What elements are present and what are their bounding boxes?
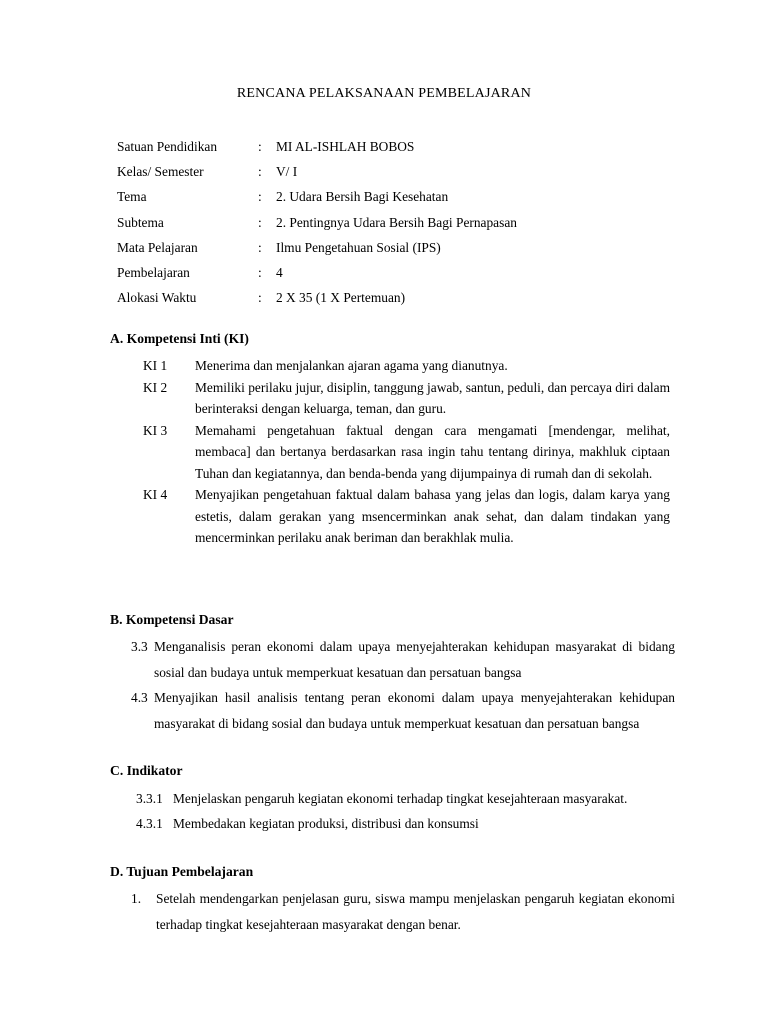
indikator-text: Menjelaskan pengaruh kegiatan ekonomi terhadap tingkat kesejahteraan masyarakat. xyxy=(173,791,628,806)
info-row-kelas-semester xyxy=(117,163,677,188)
info-row-alokasi-waktu xyxy=(117,289,677,314)
info-label: Pembelajaran xyxy=(117,264,190,280)
info-label: Mata Pelajaran xyxy=(117,239,198,255)
ki-code: KI 1 xyxy=(143,358,168,373)
kd-number: 4.3 xyxy=(131,690,148,705)
info-row-subtema xyxy=(117,214,677,239)
info-label: Satuan Pendidikan xyxy=(117,139,218,154)
ki-text: Memiliki perilaku jujur, disiplin, tanggung jawab, santun, peduli, dan percaya diri dalam berinteraksi dengan keluarga, teman, dan guru. xyxy=(195,379,670,416)
section-heading-tujuan-pembelajaran: D. Tujuan Pembelajaran xyxy=(110,864,254,879)
info-colon: : xyxy=(258,189,262,205)
info-row-satuan-pendidikan xyxy=(117,138,677,163)
info-value: 2. Pentingnya Udara Bersih Bagi Pernapasan xyxy=(276,214,517,230)
info-row-pembelajaran xyxy=(117,264,677,289)
info-colon: : xyxy=(258,239,262,255)
info-colon: : xyxy=(258,214,262,230)
indikator-number: 4.3.1 xyxy=(136,816,163,831)
ki-code: KI 3 xyxy=(143,422,168,438)
indikator-item xyxy=(136,811,675,836)
info-colon: : xyxy=(258,264,262,280)
info-colon: : xyxy=(258,164,262,180)
info-label: Alokasi Waktu xyxy=(117,290,197,306)
ki-item xyxy=(143,355,670,377)
info-row-tema xyxy=(117,188,677,213)
kd-number: 3.3 xyxy=(131,639,148,654)
info-value: V/ I xyxy=(276,164,298,180)
ki-text: Memahami pengetahuan faktual dengan cara mengamati [mendengar, melihat, membaca] dan bertanya berdasarkan rasa ingin tahu tentang dirinya, makhluk ciptaan Tuhan dan kegiatannya, dan benda-benda yang dijumpainya di rumah dan di sekolah. xyxy=(195,422,670,481)
kd-text: Menganalisis peran ekonomi dalam upaya menyejahterakan kehidupan masyarakat di bidang sosial dan budaya untuk memperkuat kesatuan dan persatuan bangsa xyxy=(154,639,675,680)
tujuan-pembelajaran-list xyxy=(131,886,675,938)
info-value: Ilmu Pengetahuan Sosial (IPS) xyxy=(276,239,441,255)
section-heading-kompetensi-inti: A. Kompetensi Inti (KI) xyxy=(110,331,249,346)
kd-item xyxy=(131,685,675,736)
info-label: Tema xyxy=(117,189,147,205)
ki-text: Menerima dan menjalankan ajaran agama yang dianutnya. xyxy=(195,358,508,373)
document-title: RENCANA PELAKSANAAN PEMBELAJARAN xyxy=(236,86,532,101)
info-label: Subtema xyxy=(117,214,164,230)
info-label: Kelas/ Semester xyxy=(117,164,204,180)
kompetensi-inti-list xyxy=(143,355,670,549)
info-colon: : xyxy=(258,139,262,154)
indikator-number: 3.3.1 xyxy=(136,791,163,806)
tujuan-text: Setelah mendengarkan penjelasan guru, siswa mampu menjelaskan pengaruh kegiatan ekonomi terhadap tingkat kesejahteraan masyarakat dengan benar. xyxy=(156,891,675,932)
info-row-mata-pelajaran xyxy=(117,239,677,264)
info-value: 4 xyxy=(276,264,283,280)
section-heading-kompetensi-dasar: B. Kompetensi Dasar xyxy=(110,612,234,627)
kd-text: Menyajikan hasil analisis tentang peran ekonomi dalam upaya menyejahterakan kehidupan masyarakat di bidang sosial dan budaya untuk memperkuat kesatuan dan persatuan bangsa xyxy=(154,690,675,731)
info-colon: : xyxy=(258,290,262,306)
kompetensi-dasar-list xyxy=(131,634,675,736)
tujuan-item xyxy=(131,886,675,938)
ki-item xyxy=(143,377,670,420)
ki-item xyxy=(143,484,670,549)
section-heading-indikator: C. Indikator xyxy=(110,763,183,778)
indikator-list xyxy=(136,786,675,836)
ki-item xyxy=(143,420,670,485)
info-value: MI AL-ISHLAH BOBOS xyxy=(276,139,415,154)
ki-code: KI 2 xyxy=(143,379,168,395)
info-value: 2 X 35 (1 X Pertemuan) xyxy=(276,290,406,306)
info-value: 2. Udara Bersih Bagi Kesehatan xyxy=(276,189,449,205)
tujuan-number: 1. xyxy=(131,891,142,906)
identity-table xyxy=(117,138,677,314)
kd-item xyxy=(131,634,675,685)
ki-code: KI 4 xyxy=(143,487,168,502)
indikator-item xyxy=(136,786,675,811)
indikator-text: Membedakan kegiatan produksi, distribusi dan konsumsi xyxy=(173,816,479,831)
ki-text: Menyajikan pengetahuan faktual dalam bahasa yang jelas dan logis, dalam karya yang estetis, dalam gerakan yang msencerminkan anak sehat, dan dalam tindakan yang mencerminkan perilaku anak beriman dan berakhlak mulia. xyxy=(195,487,670,545)
